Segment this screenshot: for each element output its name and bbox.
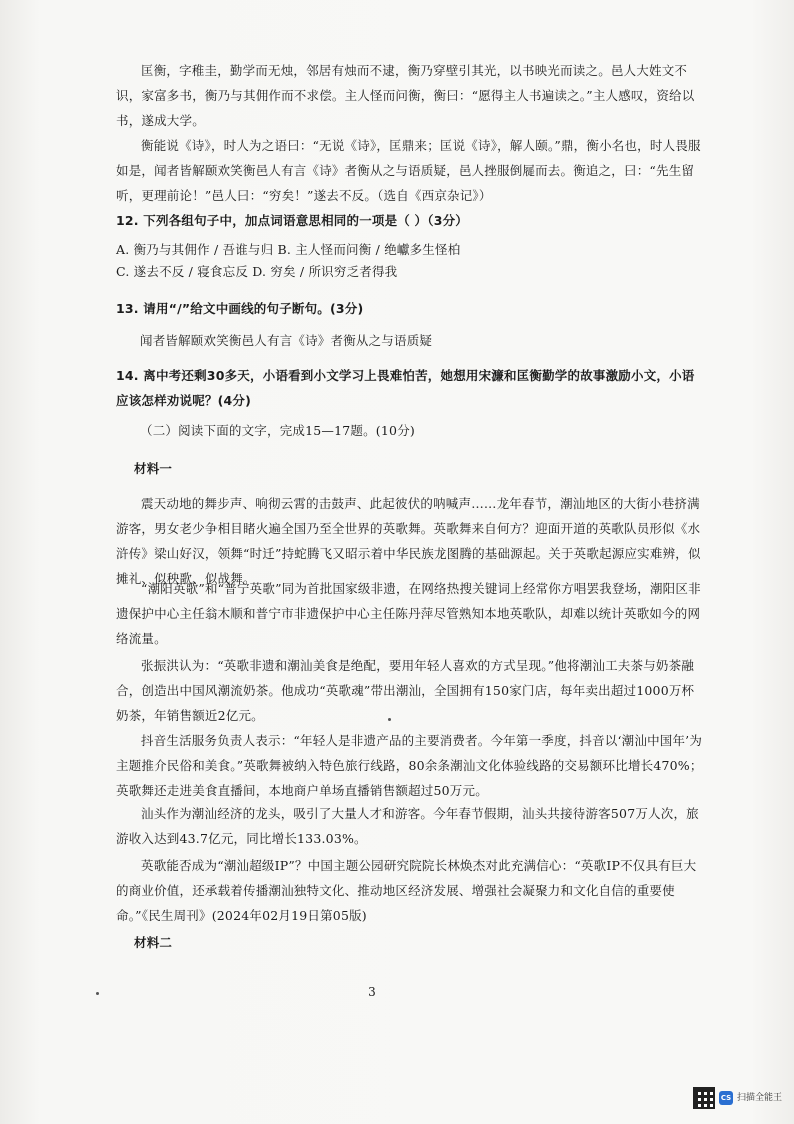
question-12-stem: 12. 下列各组句子中，加点词语意思相同的一项是（ ）（3分） <box>116 213 468 228</box>
passage1-paragraph-2: 衡能说《诗》，时人为之语曰：“无说《诗》，匡鼎来；匡说《诗》，解人颐。”鼎，衡小名也，时人畏服如是，闻者皆解颐欢笑衡邑人有言《诗》者衡从之与语质疑，邑人挫服倒屣而去。衡追之，曰：“先生留听，更理前论！”邑人曰：“穷矣！”遂去不反。（选自《西京杂记》） <box>116 138 701 203</box>
scanner-watermark <box>693 1082 789 1114</box>
section-2-heading: （二）阅读下面的文字，完成15—17题。(10分) <box>140 423 415 438</box>
material-1-paragraph-4: 抖音生活服务负责人表示：“年轻人是非遗产品的主要消费者。今年第一季度，抖音以‘潮汕中国年’为主题推介民俗和美食。”英歌舞被纳入特色旅行线路，80余条潮汕文化体验线路的交易额环比增长470%；英歌舞还走进美食直播间，本地商户单场直播销售额超过50万元。 <box>116 733 703 798</box>
material-1-paragraph-3: 张振洪认为：“英歌非遗和潮汕美食是绝配，要用年轻人喜欢的方式呈现。”他将潮汕工夫茶与奶茶融合，创造出中国风潮流奶茶。他成功“英歌魂”带出潮汕，全国拥有150家门店，每年卖出超过1000万杯奶茶，年销售额近2亿元。 <box>116 658 695 723</box>
material-1-label: 材料一 <box>134 461 173 476</box>
scanner-watermark-text <box>737 1093 782 1103</box>
question-12-options-cd: C. 遂去不反 / 寝食忘反 D. 穷矣 / 所识穷乏者得我 <box>116 264 398 279</box>
question-13-stem: 13. 请用“/”给文中画线的句子断句。(3分) <box>116 301 364 316</box>
material-1-paragraph-6: 英歌能否成为“潮汕超级IP”？中国主题公园研究院院长林焕杰对此充满信心：“英歌IP不仅具有巨大的商业价值，还承载着传播潮汕独特文化、推动地区经济发展、增强社会凝聚力和文化自信的重要使命。”《民生周刊》(2024年02月19日第05版) <box>116 858 697 923</box>
page-number: 3 <box>368 985 376 999</box>
scan-speck <box>96 992 99 995</box>
material-1-paragraph-2: “潮阳英歌”和“普宁英歌”同为首批国家级非遗，在网络热搜关键词上经常你方唱罢我登场，潮阳区非遗保护中心主任翁木顺和普宁市非遗保护中心主任陈丹萍尽管熟知本地英歌队，却难以统计英歌如今的网络流量。 <box>116 581 701 646</box>
passage1-paragraph-1: 匡衡，字稚圭，勤学而无烛，邻居有烛而不逮，衡乃穿壁引其光，以书映光而读之。邑人大姓文不识，家富多书，衡乃与其佣作而不求偿。主人怪而问衡，衡曰：“愿得主人书遍读之。”主人感叹，资给以书，遂成大学。 <box>116 63 695 128</box>
material-1-paragraph-5: 汕头作为潮汕经济的龙头，吸引了大量人才和游客。今年春节假期，汕头共接待游客507万人次，旅游收入达到43.7亿元，同比增长133.03%。 <box>116 806 699 846</box>
scanner-name: 扫描全能王 <box>737 1093 783 1103</box>
question-13-sentence: 闻者皆解颐欢笑衡邑人有言《诗》者衡从之与语质疑 <box>140 333 433 348</box>
question-14-stem: 14. 离中考还剩30多天，小语看到小文学习上畏难怕苦，她想用宋濂和匡衡勤学的故事激励小文，小语应该怎样劝说呢？(4分) <box>116 368 695 408</box>
scan-speck <box>388 718 391 721</box>
material-1-paragraph-1: 震天动地的舞步声、响彻云霄的击鼓声、此起彼伏的呐喊声……龙年春节，潮汕地区的大街小巷挤满游客，男女老少争相目睹火遍全国乃至全世界的英歌舞。英歌舞来自何方？迎面开道的英歌队员形似《水浒传》梁山好汉，领舞“时迁”持蛇腾飞又昭示着中华民族龙图腾的基础源起。关于英歌起源应实难辨，似摊礼、似秧歌、似战舞。 <box>116 496 701 586</box>
question-12-options-ab: A. 衡乃与其佣作 / 吾谁与归 B. 主人怪而问衡 / 绝巘多生怪柏 <box>116 242 461 257</box>
material-2-label: 材料二 <box>134 935 173 950</box>
camscanner-logo-icon: CS <box>719 1091 733 1105</box>
qr-code-icon <box>693 1087 715 1109</box>
